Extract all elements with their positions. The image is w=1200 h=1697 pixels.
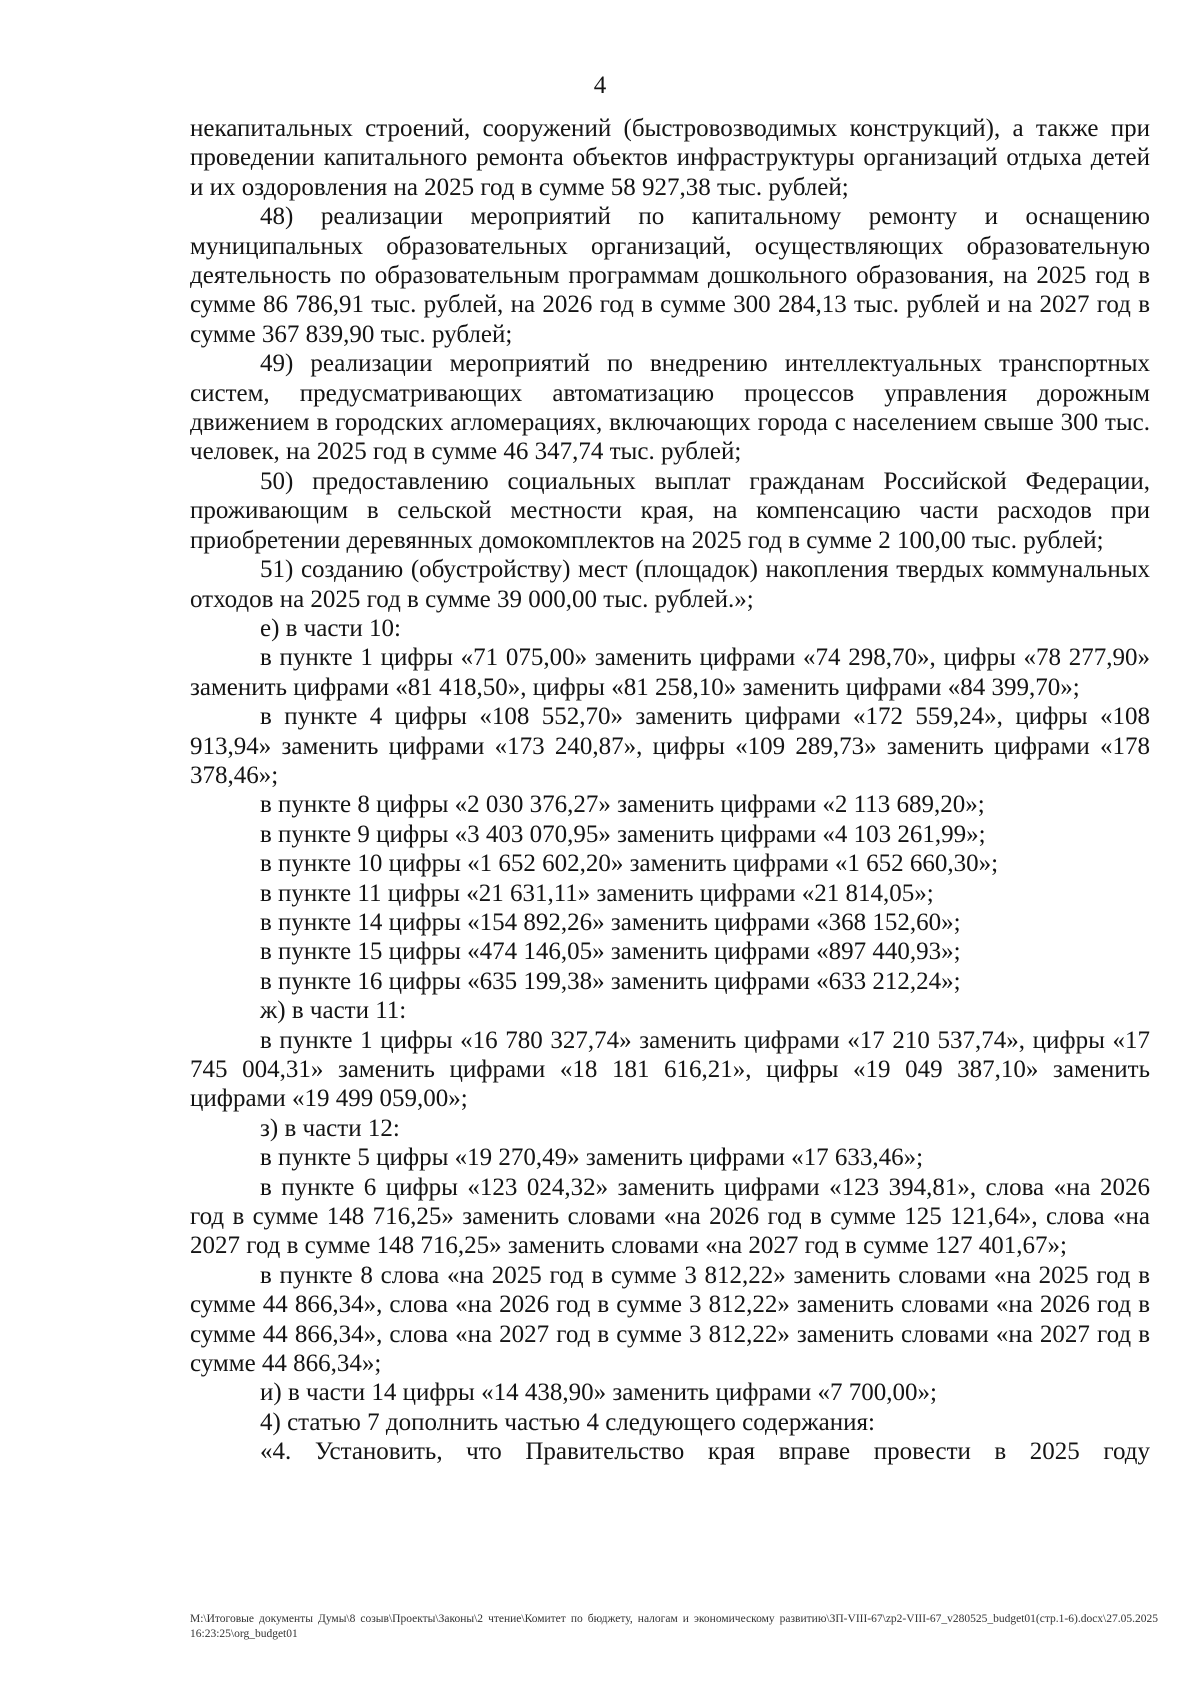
paragraph-part-12-point-8: в пункте 8 слова «на 2025 год в сумме 3 812,22» заменить словами «на 2025 год в сумме 44 866,34», слова «на 2026 год в сумме 3 812,22» заменить словами «на 2026 год в сумме 44 866,34», слова «на 2027 год в сумме 3 812,22» заменить словами «на 2027 год в сумме 44 866,34»;: [190, 1261, 1150, 1378]
paragraph-part-12-heading: з) в части 12:: [260, 1114, 400, 1142]
paragraph-part-12-point-6: в пункте 6 цифры «123 024,32» заменить цифрами «123 394,81», слова «на 2026 год в сумме 148 716,25» заменить словами «на 2026 год в сумме 125 121,64», слова «на 2027 год в сумме 148 716,25» заменить словами «на 2027 год в сумме 127 401,67»;: [190, 1173, 1150, 1260]
paragraph-part-10-point-8: в пункте 8 цифры «2 030 376,27» заменить цифрами «2 113 689,20»;: [260, 791, 985, 819]
paragraph-part-10-point-16: в пункте 16 цифры «635 199,38» заменить цифрами «633 212,24»;: [260, 967, 961, 995]
paragraph-part-10-point-14: в пункте 14 цифры «154 892,26» заменить цифрами «368 152,60»;: [260, 908, 961, 936]
paragraph-item-50: 50) предоставлению социальных выплат гражданам Российской Федерации, проживающим в сельской местности края, на компенсацию части расходов при приобретении деревянных домокомплектов на 2025 год в сумме 2 100,00 тыс. рублей;: [190, 467, 1150, 554]
paragraph-item-49: 49) реализации мероприятий по внедрению интеллектуальных транспортных систем, предусматривающих автоматизацию процессов управления дорожным движением в городских агломерациях, включающих города с населением свыше 300 тыс. человек, на 2025 год в сумме 46 347,74 тыс. рублей;: [190, 350, 1150, 466]
paragraph-part-10-point-11: в пункте 11 цифры «21 631,11» заменить цифрами «21 814,05»;: [260, 879, 934, 907]
page-number: 4: [593, 72, 607, 99]
paragraph-part-11-point-1: в пункте 1 цифры «16 780 327,74» заменить цифрами «17 210 537,74», цифры «17 745 004,31» заменить цифрами «18 181 616,21», цифры «19 049 387,10» заменить цифрами «19 499 059,00»;: [190, 1026, 1150, 1113]
paragraph-part-10-point-10: в пункте 10 цифры «1 652 602,20» заменить цифрами «1 652 660,30»;: [260, 850, 999, 878]
paragraph-part-10-heading: е) в части 10:: [260, 614, 401, 642]
paragraph-part-10-point-15: в пункте 15 цифры «474 146,05» заменить цифрами «897 440,93»;: [260, 938, 961, 966]
paragraph-item-51: 51) созданию (обустройству) мест (площадок) накопления твердых коммунальных отходов на 2025 год в сумме 39 000,00 тыс. рублей.»;: [190, 556, 1150, 613]
paragraph-article-7: 4) статью 7 дополнить частью 4 следующего содержания:: [260, 1408, 875, 1436]
document-body: [190, 114, 1150, 1467]
paragraph-continuation: некапитальных строений, сооружений (быстровозводимых конструкций), а также при проведении капитального ремонта объектов инфраструктуры организаций отдыха детей и их оздоровления на 2025 год в сумме 58 927,38 тыс. рублей;: [190, 115, 1150, 201]
paragraph-part-11-heading: ж) в части 11:: [260, 997, 407, 1025]
paragraph-part-12-point-5: в пункте 5 цифры «19 270,49» заменить цифрами «17 633,46»;: [260, 1144, 924, 1172]
file-path-footer: M:\Итоговые документы Думы\8 созыв\Проекты\Законы\2 чтение\Комитет по бюджету, налогам и экономическому развитию\ЗП-VIII-67\zp2-VIII-67_v280525_budget01(стр.1-6).docx\27.05.2025 16:23:25\org_budget01: [190, 1613, 1158, 1640]
paragraph-quote-start: «4. Установить, что Правительство края вправе провести в 2025 году: [260, 1438, 1150, 1466]
paragraph-part-10-point-9: в пункте 9 цифры «3 403 070,95» заменить цифрами «4 103 261,99»;: [260, 820, 986, 848]
paragraph-part-10-point-4: в пункте 4 цифры «108 552,70» заменить цифрами «172 559,24», цифры «108 913,94» заменить цифрами «173 240,87», цифры «109 289,73» заменить цифрами «178 378,46»;: [190, 703, 1150, 789]
paragraph-part-14: и) в части 14 цифры «14 438,90» заменить цифрами «7 700,00»;: [260, 1379, 938, 1407]
paragraph-part-10-point-1: в пункте 1 цифры «71 075,00» заменить цифрами «74 298,70», цифры «78 277,90» заменить цифрами «81 418,50», цифры «81 258,10» заменить цифрами «84 399,70»;: [190, 644, 1150, 701]
paragraph-item-48: 48) реализации мероприятий по капитальному ремонту и оснащению муниципальных образовательных организаций, осуществляющих образовательную деятельность по образовательным программам дошкольного образования, на 2025 год в сумме 86 786,91 тыс. рублей, на 2026 год в сумме 300 284,13 тыс. рублей и на 2027 год в сумме 367 839,90 тыс. рублей;: [190, 203, 1150, 348]
